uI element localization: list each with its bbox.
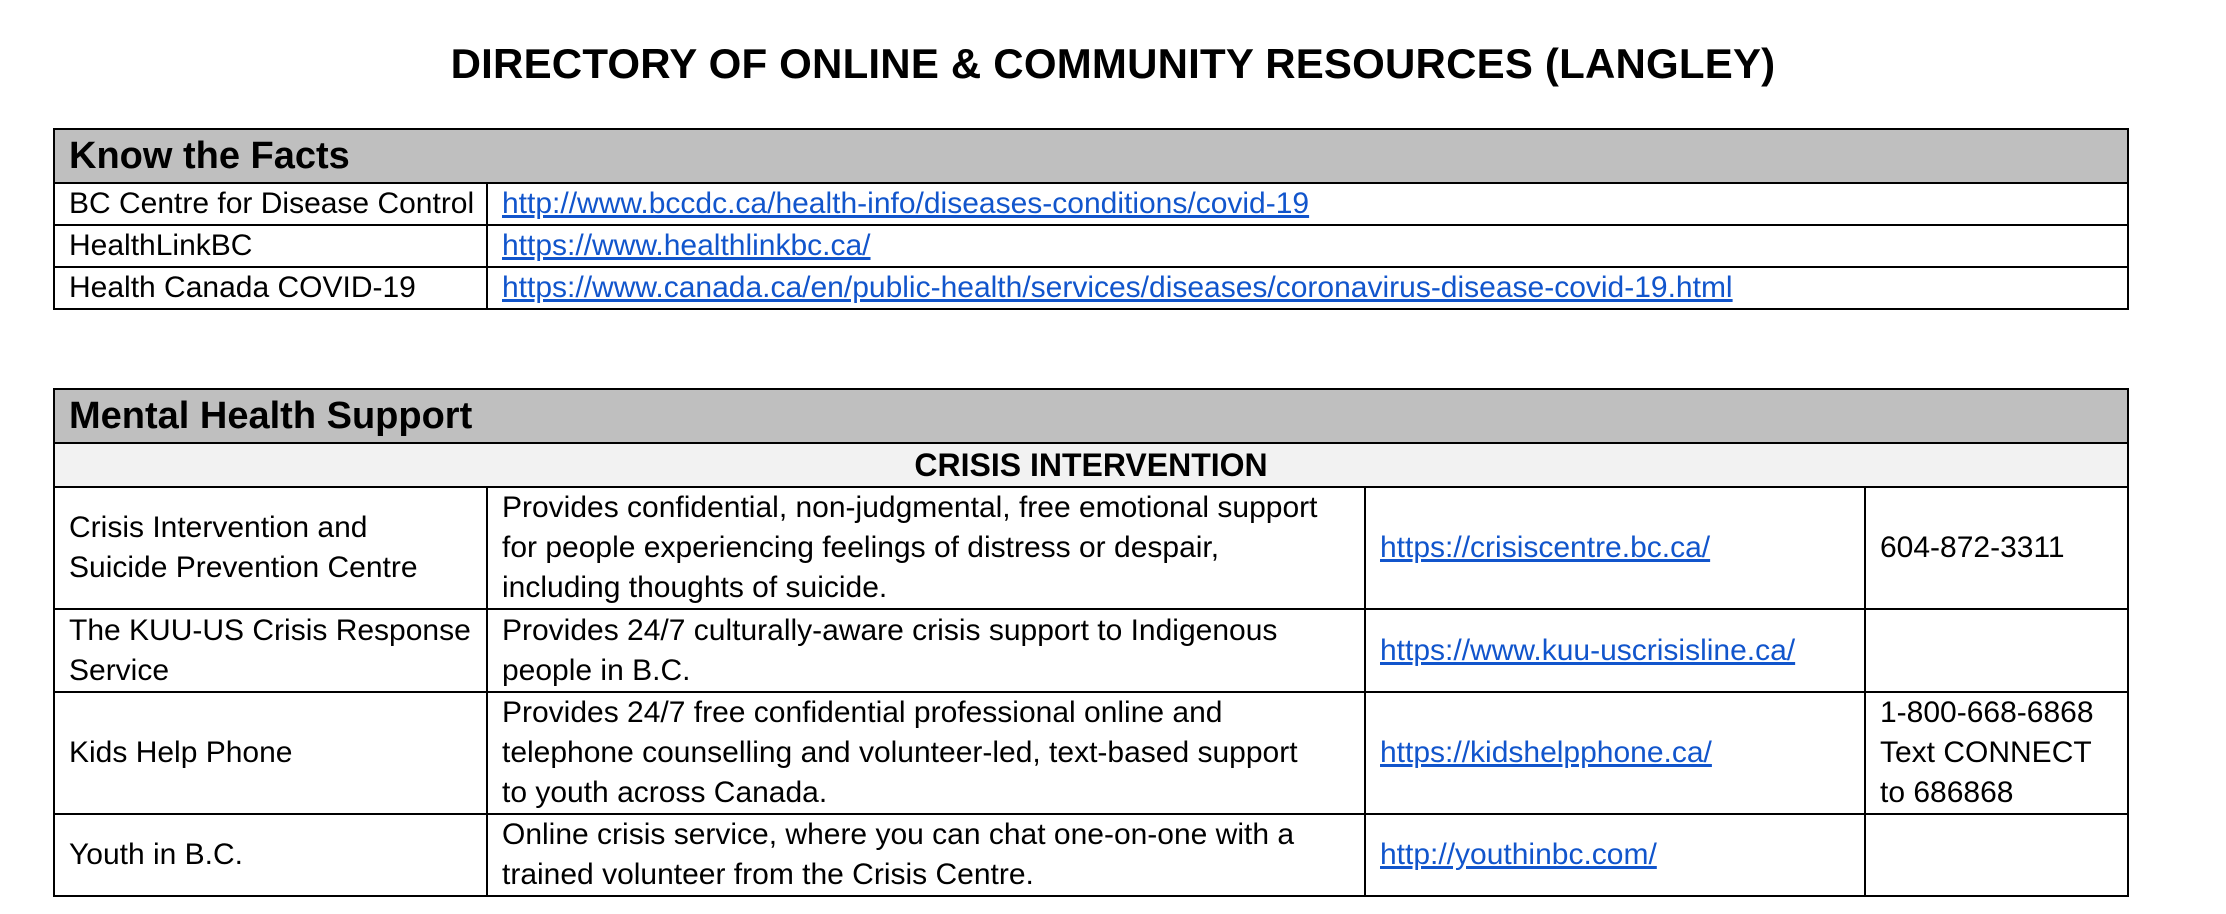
mental-health-table [53, 388, 2129, 897]
resource-link[interactable]: http://youthinbc.com/ [1380, 838, 1657, 871]
resource-link[interactable]: https://www.kuu-uscrisisline.ca/ [1380, 633, 1796, 667]
resource-description: Provides 24/7 culturally-aware crisis support to Indigenous people in B.C. [487, 609, 1365, 692]
resource-description: Online crisis service, where you can chat one-on-one with a trained volunteer from the Crisis Centre. [487, 814, 1365, 896]
resource-phone: 1-800-668-6868 Text CONNECT to 686868 [1865, 692, 2128, 814]
resource-name: The KUU-US Crisis Response Service [54, 609, 487, 692]
resource-link[interactable]: https://www.healthlinkbc.ca/ [502, 229, 871, 262]
resource-phone [1865, 814, 2128, 896]
table-row [54, 609, 2128, 692]
resource-link[interactable]: https://www.canada.ca/en/public-health/services/diseases/coronavirus-disease-covid-19.html [502, 271, 1733, 304]
resource-link[interactable]: https://crisiscentre.bc.ca/ [1380, 531, 1711, 564]
table-row [54, 814, 2128, 896]
resource-description: Provides confidential, non-judgmental, free emotional support for people experiencing feelings of distress or despair, including thoughts of suicide. [487, 487, 1365, 609]
crisis-intervention-subheading: CRISIS INTERVENTION [54, 443, 2128, 487]
resource-name: Health Canada COVID-19 [54, 267, 487, 309]
document-title: DIRECTORY OF ONLINE & COMMUNITY RESOURCES (LANGLEY) [450, 40, 1776, 87]
resource-link[interactable]: https://kidshelpphone.ca/ [1380, 736, 1712, 769]
resource-link[interactable]: http://www.bccdc.ca/health-info/diseases-conditions/covid-19 [502, 187, 1310, 220]
facts-row [54, 225, 2128, 267]
mental-health-heading: Mental Health Support [54, 389, 2128, 443]
resource-phone [1865, 609, 2128, 692]
resource-name: HealthLinkBC [54, 225, 487, 267]
know-the-facts-heading: Know the Facts [54, 129, 2128, 183]
table-row [54, 487, 2128, 609]
resource-name: Youth in B.C. [54, 814, 487, 896]
resource-description: Provides 24/7 free confidential professional online and telephone counselling and volunteer-led, text-based support to youth across Canada. [487, 692, 1365, 814]
table-row [54, 692, 2128, 814]
facts-row [54, 267, 2128, 309]
facts-row [54, 183, 2128, 225]
know-the-facts-table [53, 128, 2129, 310]
resource-name: Crisis Intervention and Suicide Prevention Centre [54, 487, 487, 609]
resource-name: Kids Help Phone [54, 692, 487, 814]
resource-name: BC Centre for Disease Control [54, 183, 487, 225]
resource-phone: 604-872-3311 [1865, 487, 2128, 609]
